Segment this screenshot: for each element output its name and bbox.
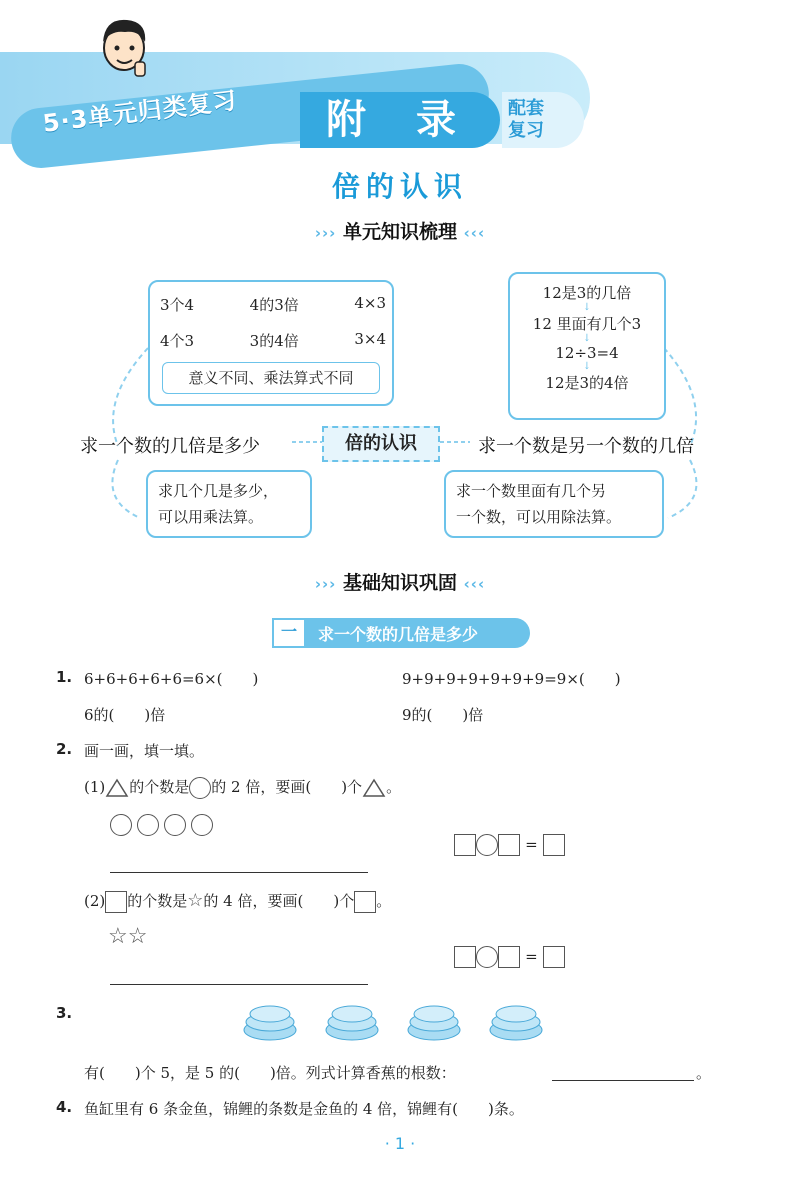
equals-sign: = (525, 947, 538, 966)
banana-bunch-icon (244, 1006, 296, 1040)
part-text: 的 2 倍，要画( )个 (211, 778, 363, 796)
review-tab (502, 92, 584, 148)
appendix-tab: 附 录 (300, 92, 500, 148)
circle-icon (164, 814, 186, 836)
line: 求几个几是多少， (158, 482, 279, 500)
box-row-1 (160, 294, 386, 315)
part-label: (2) (84, 892, 106, 910)
box-division-example (508, 272, 666, 420)
line: 求一个数里面有几个另 (456, 482, 607, 500)
cell: 4的3倍 (249, 296, 299, 314)
boy-mascot-icon (95, 14, 153, 84)
review-tab-line1: 配套 (508, 98, 544, 119)
banana-bunch-icon (490, 1006, 542, 1040)
arrow-down-icon: ↓ (582, 361, 592, 372)
line-3: 12÷3=4 (555, 344, 619, 362)
star-icon: ☆ (108, 924, 128, 949)
box-note: 意义不同、乘法算式不同 (162, 362, 380, 394)
topic-title: 求一个数的几倍是多少 (318, 625, 479, 644)
circle-icon (110, 814, 132, 836)
q3-answer-line[interactable] (552, 1080, 694, 1081)
page-title: 倍的认识 (331, 170, 468, 203)
answer-box[interactable] (498, 946, 520, 968)
box-multiply-rule (146, 470, 312, 538)
square-icon (354, 891, 376, 913)
q1-a: 6+6+6+6+6=6×( ) (84, 670, 259, 688)
part-label: (1) (84, 778, 106, 796)
section-summary-label: 单元知识梳理 (342, 221, 457, 243)
cell: 4×3 (354, 294, 386, 312)
part-text: 的 4 倍，要画( )个 (203, 892, 355, 910)
part-text: 的个数是 (129, 778, 190, 796)
banana-bunch-icon (408, 1006, 460, 1040)
equation-blank-2 (454, 946, 565, 968)
cell: 4个3 (160, 332, 195, 350)
banana-bunch-icon (326, 1006, 378, 1040)
q4-text: 鱼缸里有 6 条金鱼，锦鲤的条数是金鱼的 4 倍，锦鲤有( )条。 (84, 1100, 524, 1118)
operator-circle[interactable] (476, 946, 498, 968)
q3-text: 有( )个 5，是 5 的( )倍。列式计算香蕉的根数： (84, 1064, 456, 1082)
q2-part1 (84, 776, 401, 799)
triangle-icon (105, 778, 129, 798)
cell: 3个4 (160, 296, 195, 314)
q1-b: 9+9+9+9+9+9+9=9×( ) (402, 670, 621, 688)
line-2: 12 里面有几个3 (532, 315, 642, 333)
circle-icon (191, 814, 213, 836)
chevron-left-icon: ‹‹‹ (463, 224, 486, 242)
answer-box[interactable] (543, 946, 565, 968)
part-text: 的个数是 (127, 892, 188, 910)
two-stars (108, 924, 147, 949)
star-icon: ☆ (187, 890, 204, 911)
q2-number: 2. (56, 740, 73, 758)
part-end: 。 (376, 892, 392, 910)
chevron-left-icon: ‹‹‹ (463, 575, 486, 593)
equals-sign: = (525, 835, 538, 854)
line: 可以用乘法算。 (158, 508, 264, 526)
q3-end: 。 (696, 1064, 712, 1082)
operator-circle[interactable] (476, 834, 498, 856)
line-4: 12是3的4倍 (545, 374, 629, 392)
node-times-of-another: 求一个数是另一个数的几倍 (478, 436, 694, 457)
q1-c: 6的( )倍 (84, 706, 166, 724)
review-tab-line2: 复习 (508, 120, 544, 141)
q1-number: 1. (56, 668, 73, 686)
ribbon-title: 5·3单元归类复习 (41, 86, 239, 138)
section-heading-summary (0, 217, 800, 244)
q2-stem: 画一画，填一填。 (84, 742, 205, 760)
banana-bunches (240, 1000, 550, 1050)
line: 一个数，可以用除法算。 (456, 508, 622, 526)
circle-icon (189, 777, 211, 799)
circle-icon (137, 814, 159, 836)
section-heading-basic (0, 568, 800, 595)
chevron-right-icon: ››› (314, 224, 337, 242)
arrow-down-icon: ↓ (582, 333, 592, 344)
answer-box[interactable] (498, 834, 520, 856)
triangle-icon (362, 778, 386, 798)
node-multiple-of-number: 求一个数的几倍是多少 (80, 436, 260, 457)
chevron-right-icon: ››› (314, 575, 337, 593)
mindmap-connectors (0, 270, 800, 560)
section-basic-label: 基础知识巩固 (342, 572, 457, 594)
q3-number: 3. (56, 1004, 73, 1022)
line-1: 12是3的几倍 (542, 284, 632, 302)
part-end: 。 (386, 778, 402, 796)
star-icon: ☆ (127, 924, 148, 949)
answer-box[interactable] (543, 834, 565, 856)
four-circles (110, 814, 213, 836)
answer-box[interactable] (454, 946, 476, 968)
cell: 3×4 (354, 330, 386, 348)
q1-d: 9的( )倍 (402, 706, 484, 724)
q2-part2 (84, 890, 391, 913)
drawing-line-2[interactable] (110, 984, 368, 985)
page-number: · 1 · (384, 1134, 416, 1153)
arrow-down-icon: ↓ (582, 302, 592, 313)
drawing-line-1[interactable] (110, 872, 368, 873)
node-center: 倍的认识 (322, 426, 440, 462)
topic-number: 一 (272, 618, 306, 648)
equation-blank-1 (454, 834, 565, 856)
box-multiplication-meaning (148, 280, 394, 406)
cell: 3的4倍 (249, 332, 299, 350)
q4-number: 4. (56, 1098, 73, 1116)
box-divide-rule (444, 470, 664, 538)
answer-box[interactable] (454, 834, 476, 856)
square-icon (105, 891, 127, 913)
box-row-2 (160, 330, 386, 351)
